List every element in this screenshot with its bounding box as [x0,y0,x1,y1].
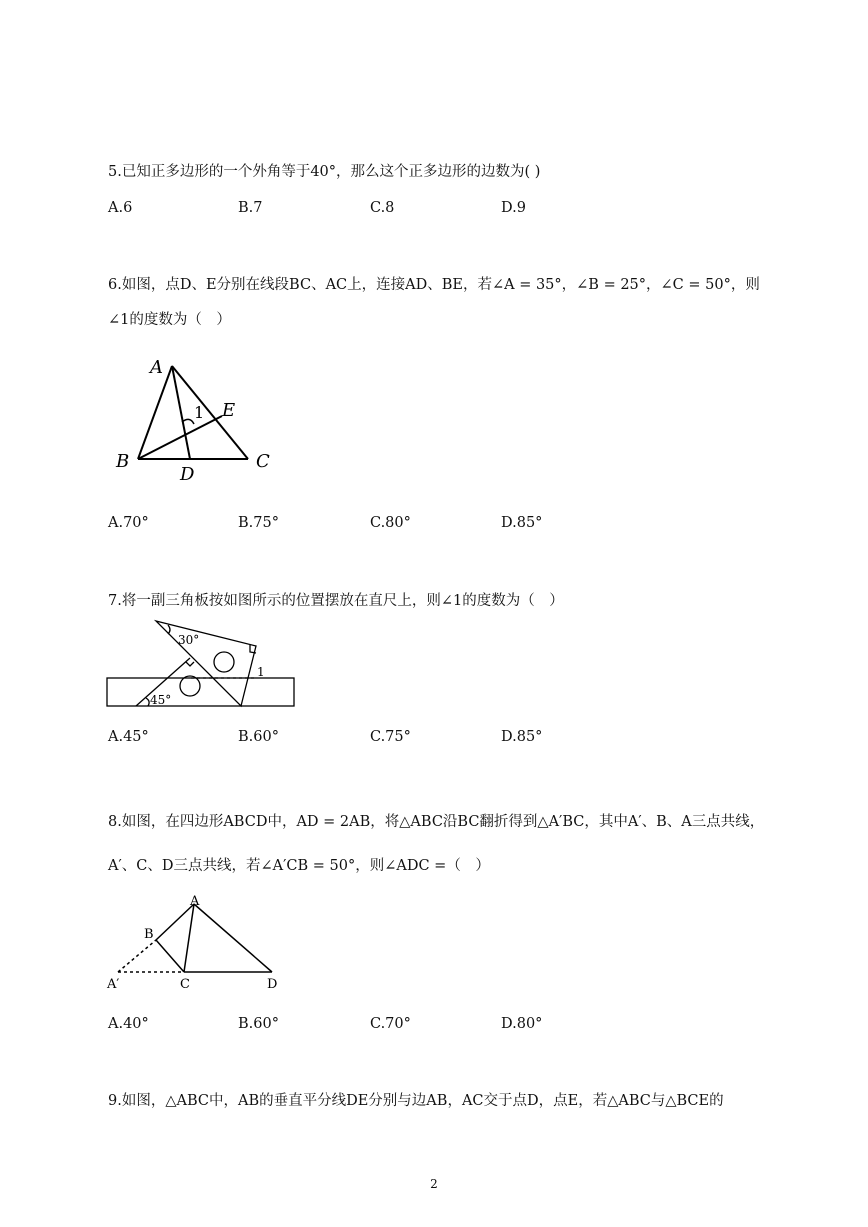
question-6-stem-2: ∠1的度数为（ ） [108,312,231,328]
label-b: B [116,451,130,472]
question-7-stem: 7.将一副三角板按如图所示的位置摆放在直尺上，则∠1的度数为（ ） [108,593,564,609]
segment-ad [194,904,272,972]
q6-option-a: A.70° [108,515,149,531]
question-7-figure [106,618,298,710]
q8-option-c: C.70° [370,1016,411,1032]
question-8-stem-2: A′、C、D三点共线，若∠A′CB = 50°，则∠ADC =（ ） [108,858,490,874]
right-angle-mark-45 [186,662,194,666]
set-square-hole-2 [180,676,200,696]
q7-option-c: C.75° [370,729,411,745]
q7-option-a: A.45° [108,729,149,745]
label-angle-1: 1 [257,665,265,679]
label-a: A [150,357,163,378]
label-c: C [180,977,190,992]
segment-ad [172,366,190,459]
label-a: A [190,894,200,909]
question-5-stem: 5.已知正多边形的一个外角等于40°，那么这个正多边形的边数为( ) [108,164,541,180]
question-6-stem: 6.如图，点D、E分别在线段BC、AC上，连接AD、BE，若∠A = 35°，∠B = 25°，∠C = 50°，则 [108,277,760,293]
question-8-stem: 8.如图，在四边形ABCD中，AD = 2AB，将△ABC沿BC翻折得到△A′BC，其中A′、B、A三点共线， [108,814,765,830]
segment-ab [156,904,194,940]
segment-ac [172,366,248,459]
q5-option-c: C.8 [370,200,395,216]
q6-option-c: C.80° [370,515,411,531]
q8-option-d: D.80° [501,1016,543,1032]
q7-option-d: D.85° [501,729,543,745]
question-9-stem: 9.如图，△ABC中，AB的垂直平分线DE分别与边AB，AC交于点D，点E，若△ABC与△BCE的 [108,1093,724,1109]
page-number: 2 [430,1177,438,1191]
label-d: D [180,464,195,485]
label-30-degree: 30° [178,633,200,647]
q8-option-a: A.40° [108,1016,149,1032]
q6-option-d: D.85° [501,515,543,531]
q5-option-a: A.6 [108,200,133,216]
label-d: D [267,977,278,992]
q7-option-b: B.60° [238,729,279,745]
label-e: E [222,400,236,421]
q8-option-b: B.60° [238,1016,279,1032]
label-a-prime: A′ [107,977,120,992]
label-c: C [256,451,270,472]
question-6-figure [110,352,285,487]
q5-option-d: D.9 [501,200,526,216]
label-angle-1: 1 [194,403,205,422]
label-b: B [144,927,154,942]
segment-bc [156,940,184,972]
question-8-figure [104,890,289,996]
label-45-degree: 45° [150,693,172,707]
angle-45-arc [146,698,149,706]
segment-ac [184,904,194,972]
q5-option-b: B.7 [238,200,263,216]
dashed-a1-b [118,940,156,972]
ruler [107,678,294,706]
set-square-hole-1 [214,652,234,672]
q6-option-b: B.75° [238,515,279,531]
